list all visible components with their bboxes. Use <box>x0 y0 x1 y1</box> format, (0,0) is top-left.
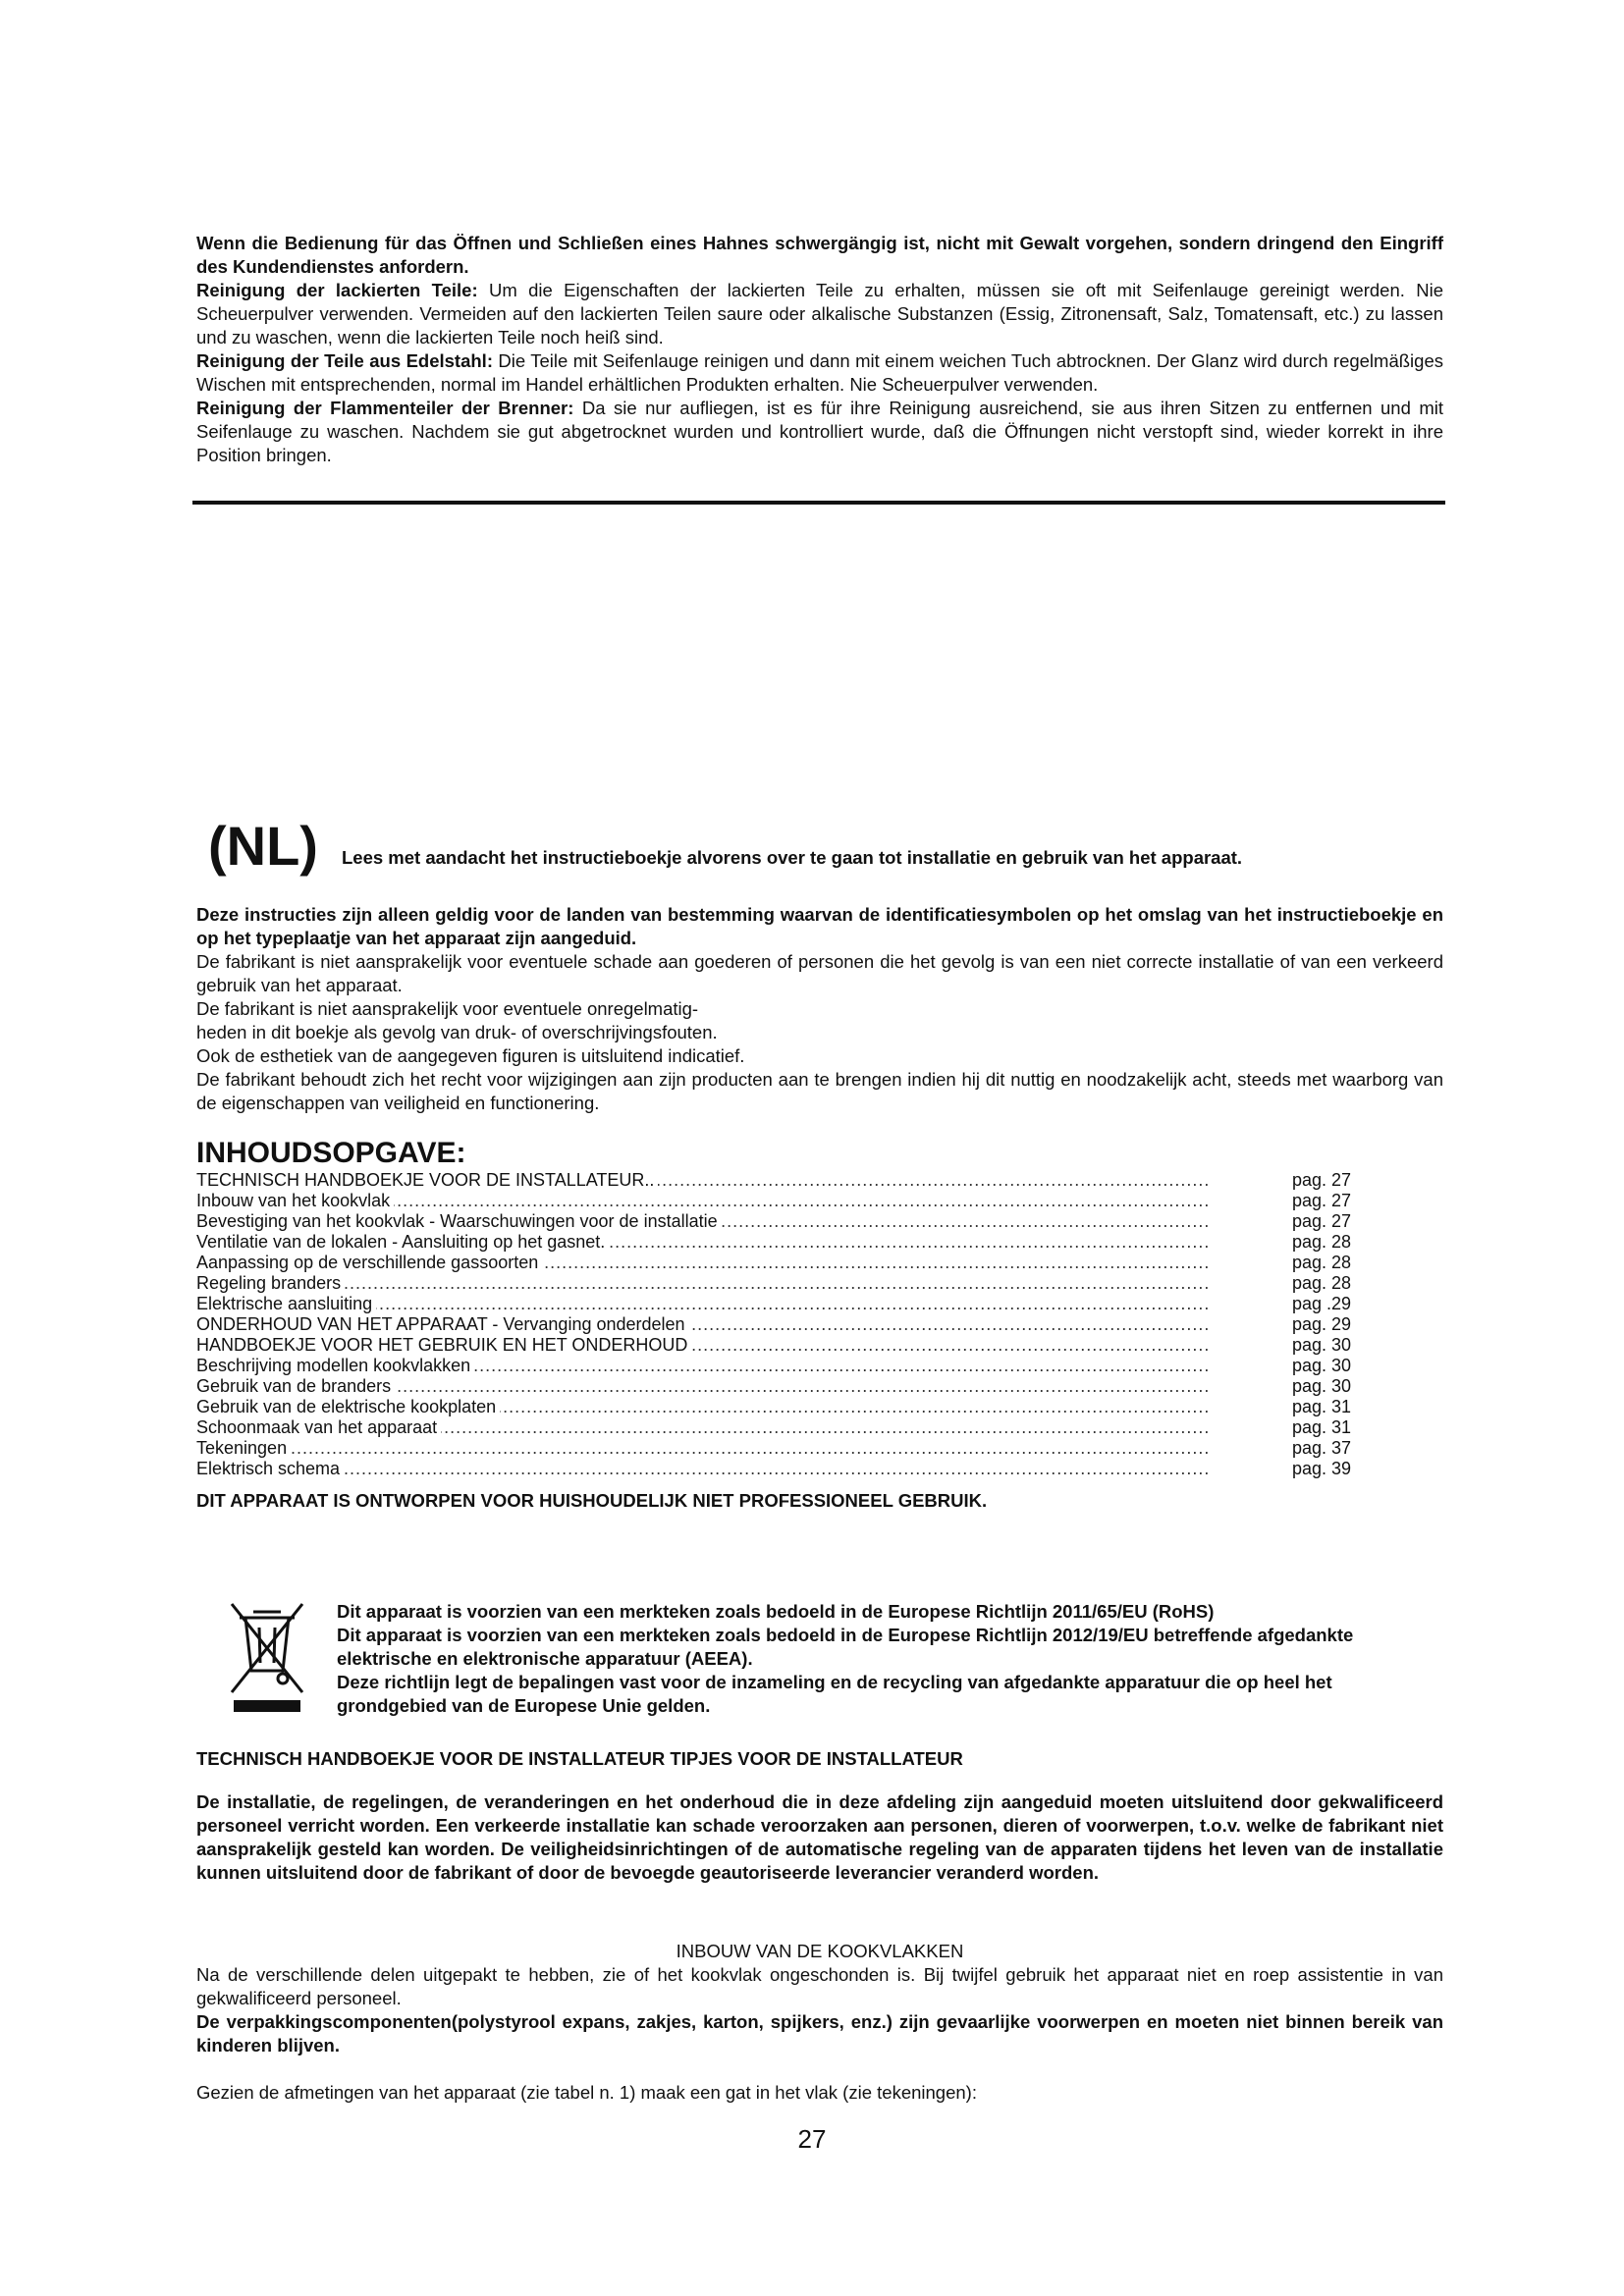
inbouw-packaging-warning: De verpakkingscomponenten(polystyrool expans, zakjes, karton, spijkers, enz.) zijn gevaarlijke voorwerpen en moeten niet binnen bereik van kinderen blijven. <box>196 2011 1443 2056</box>
intro-changes: De fabrikant behoudt zich het recht voor wijzigingen aan zijn producten aan te brengen indien hij dit nuttig en noodzakelijk acht, steeds met waarborg van de eigenschappen van veiligheid en functionering. <box>196 1069 1443 1113</box>
toc-item-page: pag. 27 <box>1292 1211 1352 1231</box>
de-steel-parts <box>196 349 1443 397</box>
toc-title: INHOUDSOPGAVE: <box>196 1137 466 1169</box>
intro-validity: Deze instructies zijn alleen geldig voor de landen van bestemming waarvan de identificatiesymbolen op het omslag van het instructieboekje en op het typeplaatje van het apparaat zijn aangeduid. <box>196 904 1443 948</box>
toc-item[interactable] <box>196 1253 1443 1273</box>
table-of-contents <box>196 1137 1443 1513</box>
toc-item-page: pag. 30 <box>1292 1356 1352 1375</box>
toc-list <box>196 1170 1443 1479</box>
toc-item-label: Inbouw van het kookvlak <box>196 1191 394 1210</box>
de-warning: Wenn die Bedienung für das Öffnen und Schließen eines Hahnes schwergängig ist, nicht mit Gewalt vorgehen, sondern dringend den Eingriff des Kundendienstes anfordern. <box>196 233 1443 277</box>
toc-item-page: pag. 31 <box>1292 1417 1352 1437</box>
toc-item-page: pag. 31 <box>1292 1397 1352 1416</box>
toc-item[interactable] <box>196 1191 1443 1211</box>
toc-item[interactable] <box>196 1314 1443 1335</box>
de-painted-title: Reinigung der lackierten Teile: <box>196 280 478 300</box>
inbouw-section <box>196 1940 1443 2105</box>
toc-item-page: pag. 30 <box>1292 1335 1352 1355</box>
toc-item-label: Bevestiging van het kookvlak - Waarschuwingen voor de installatie <box>196 1211 722 1231</box>
toc-item-page: pag. 39 <box>1292 1459 1352 1478</box>
intro-errors-b: heden in dit boekje als gevolg van druk- of overschrijvingsfouten. <box>196 1022 718 1042</box>
toc-item[interactable] <box>196 1335 1443 1356</box>
toc-item-label: Regeling branders <box>196 1273 345 1293</box>
installer-text: De installatie, de regelingen, de veranderingen en het onderhoud die in deze afdeling zijn aangeduid moeten uitsluitend door gekwalificeerd personeel verricht worden. Een verkeerde installatie kan schade veroorzaken aan personen, dieren of voorwerpen, t.o.v. welke de fabrikant niet aansprakelijk gesteld kan worden. De veiligheidsinrichtingen of de automatische regeling van de apparaten tijdens het leven van de installatie kunnen uitsluitend door de fabrikant of door de bevoegde geautoriseerde leverancier veranderd worden. <box>196 1791 1443 1883</box>
toc-item[interactable] <box>196 1459 1443 1479</box>
toc-item[interactable] <box>196 1211 1443 1232</box>
toc-item-page: pag. 29 <box>1292 1314 1352 1334</box>
de-steel-title: Reinigung der Teile aus Edelstahl: <box>196 350 493 371</box>
toc-item-label: Aanpassing op de verschillende gassoorten <box>196 1253 542 1272</box>
toc-item-page: pag. 30 <box>1292 1376 1352 1396</box>
toc-item-label: HANDBOEKJE VOOR HET GEBRUIK EN HET ONDERHOUD <box>196 1335 691 1355</box>
toc-item[interactable] <box>196 1273 1443 1294</box>
toc-item-page: pag. 27 <box>1292 1191 1352 1210</box>
toc-item-label: TECHNISCH HANDBOEKJE VOOR DE INSTALLATEUR.. <box>196 1170 658 1190</box>
toc-item-label: Tekeningen <box>196 1438 291 1458</box>
de-burner-title: Reinigung der Flammenteiler der Brenner: <box>196 398 574 418</box>
toc-item-label: Ventilatie van de lokalen - Aansluiting op het gasnet. <box>196 1232 609 1252</box>
toc-item[interactable] <box>196 1356 1443 1376</box>
installer-heading: TECHNISCH HANDBOEKJE VOOR DE INSTALLATEUR TIPJES VOOR DE INSTALLATEUR <box>196 1748 963 1769</box>
de-painted-parts <box>196 279 1443 349</box>
nl-intro <box>196 903 1443 1115</box>
toc-item-label: Elektrisch schema <box>196 1459 344 1478</box>
toc-item-label: Schoonmaak van het apparaat <box>196 1417 441 1437</box>
inbouw-unpack: Na de verschillende delen uitgepakt te hebben, zie of het kookvlak ongeschonden is. Bij twijfel gebruik het apparaat niet en roep assistentie in van gekwalificeerd personeel. <box>196 1964 1443 2008</box>
page-number: 27 <box>797 2124 827 2154</box>
weee-rohs: Dit apparaat is voorzien van een merkteken zoals bedoeld in de Europese Richtlijn 2011/65/EU (RoHS) <box>337 1601 1215 1622</box>
toc-item-page: pag. 28 <box>1292 1253 1352 1272</box>
toc-item[interactable] <box>196 1376 1443 1397</box>
toc-item-page: pag. 37 <box>1292 1438 1352 1458</box>
de-burner-parts <box>196 397 1443 467</box>
toc-item[interactable] <box>196 1232 1443 1253</box>
inbouw-heading: INBOUW VAN DE KOOKVLAKKEN <box>676 1941 964 1961</box>
weee-aeea: Dit apparaat is voorzien van een merkteken zoals bedoeld in de Europese Richtlijn 2012/19/EU betreffende afgedankte elektrische en elektronische apparatuur (AEEA). <box>337 1625 1354 1669</box>
weee-notice <box>337 1600 1441 1718</box>
toc-item[interactable] <box>196 1438 1443 1459</box>
toc-item-page: pag. 28 <box>1292 1232 1352 1252</box>
intro-liability: De fabrikant is niet aansprakelijk voor eventuele schade aan goederen of personen die het gevolg is van een niet correcte installatie of van een verkeerd gebruik van het apparaat. <box>196 951 1443 995</box>
household-use-notice: DIT APPARAAT IS ONTWORPEN VOOR HUISHOUDELIJK NIET PROFESSIONEEL GEBRUIK. <box>196 1490 988 1511</box>
section-divider <box>192 501 1445 505</box>
toc-item-label: Elektrische aansluiting <box>196 1294 376 1313</box>
installer-section <box>196 1747 1443 1885</box>
toc-item[interactable] <box>196 1170 1443 1191</box>
weee-collection: Deze richtlijn legt de bepalingen vast voor de inzameling en de recycling van afgedankte apparatuur die op heel het grondgebied van de Europese Unie gelden. <box>337 1672 1332 1716</box>
toc-item[interactable] <box>196 1294 1443 1314</box>
toc-item-label: ONDERHOUD VAN HET APPARAAT - Vervanging onderdelen <box>196 1314 689 1334</box>
language-code: (NL) <box>208 815 318 877</box>
intro-errors-a: De fabrikant is niet aansprakelijk voor eventuele onregelmatig- <box>196 998 699 1019</box>
de-painted-text: Um die Eigenschaften der lackierten Teile zu erhalten, müssen sie oft mit Seifenlauge gereinigt werden. Nie Scheuerpulver verwenden. Vermeiden auf den lackierten Teilen saure oder alkalische Substanzen (Essig, Zitronensaft, Salz, Tomatensaft, etc.) zu lassen und zu waschen, wenn die lackierten Teile noch heiß sind. <box>196 280 1443 347</box>
toc-item-page: pag. 28 <box>1292 1273 1352 1293</box>
weee-bin-icon <box>228 1598 306 1716</box>
nl-header <box>208 817 1445 876</box>
toc-item-page: pag .29 <box>1292 1294 1352 1313</box>
de-burner-text: Da sie nur aufliegen, ist es für ihre Reinigung ausreichend, sie aus ihren Sitzen zu entfernen und mit Seifenlauge zu waschen. Nachdem sie gut abgetrocknet wurden und kontrolliert wurde, daß die Öffnungen nicht verstopft sind, wieder korrekt in ihre Position bringen. <box>196 398 1444 465</box>
toc-item[interactable] <box>196 1417 1443 1438</box>
nl-read-carefully: Lees met aandacht het instructieboekje alvorens over te gaan tot installatie en gebruik van het apparaat. <box>342 847 1243 868</box>
toc-item-label: Gebruik van de branders <box>196 1376 395 1396</box>
toc-item[interactable] <box>196 1397 1443 1417</box>
toc-item-page: pag. 27 <box>1292 1170 1352 1190</box>
toc-item-label: Gebruik van de elektrische kookplaten <box>196 1397 500 1416</box>
inbouw-cutout: Gezien de afmetingen van het apparaat (zie tabel n. 1) maak een gat in het vlak (zie tekeningen): <box>196 2082 977 2103</box>
de-cleaning-section <box>196 232 1443 467</box>
de-steel-text: Die Teile mit Seifenlauge reinigen und dann mit einem weichen Tuch abtrocknen. Der Glanz wird durch regelmäßiges Wischen mit entsprechenden, normal im Handel erhältlichen Produkten erhalten. Nie Scheuerpulver verwenden. <box>196 350 1443 395</box>
intro-figures: Ook de esthetiek van de aangegeven figuren is uitsluitend indicatief. <box>196 1045 745 1066</box>
toc-item-label: Beschrijving modellen kookvlakken <box>196 1356 474 1375</box>
